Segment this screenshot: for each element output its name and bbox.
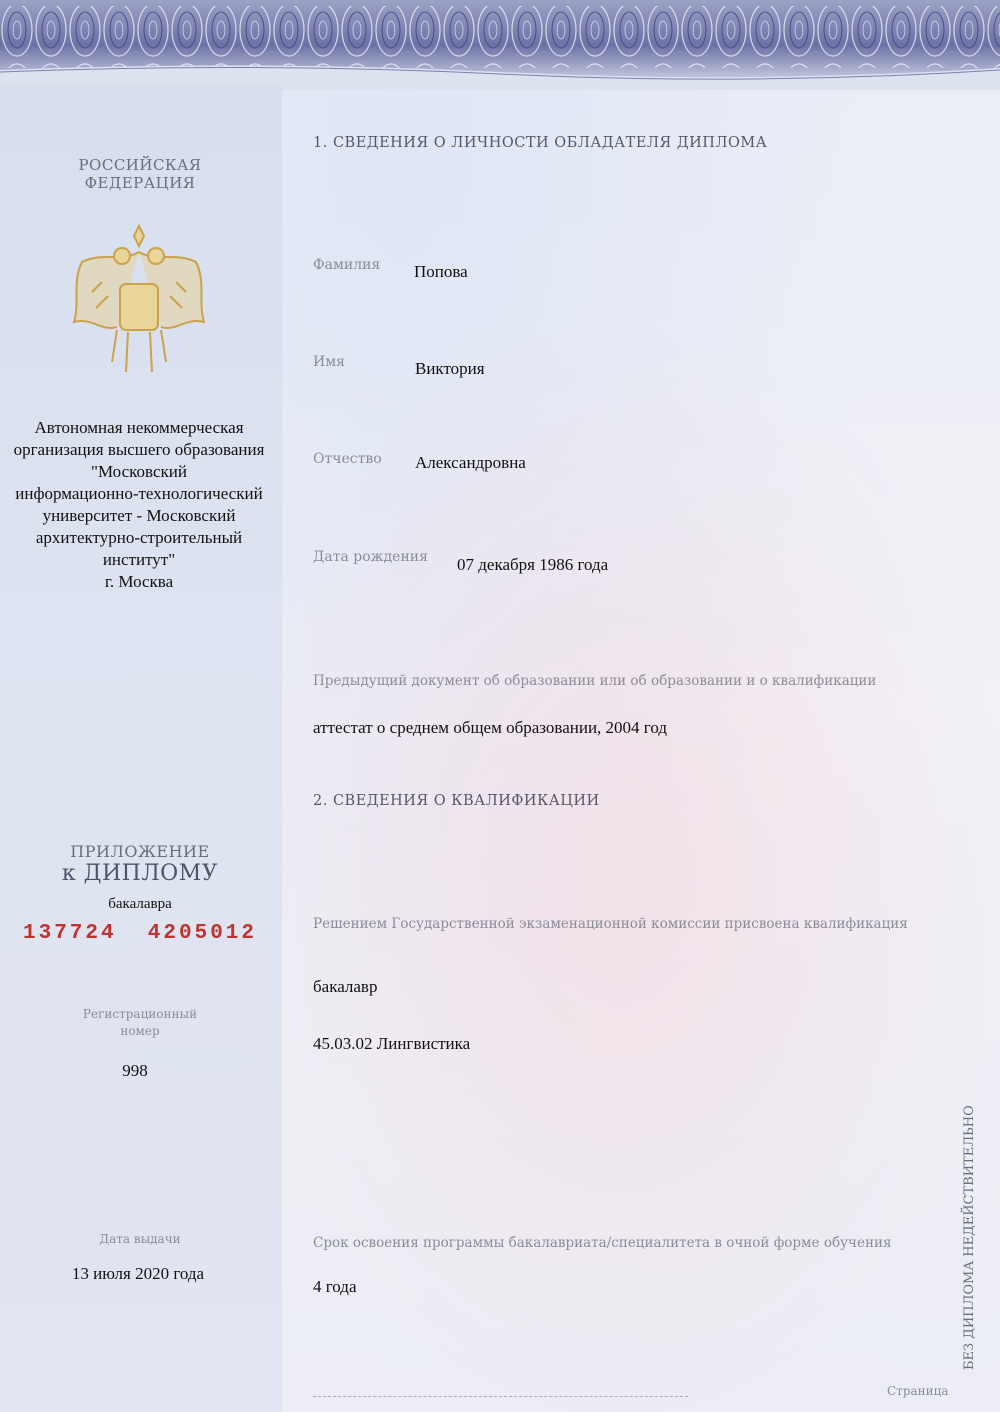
previous-document-label: Предыдущий документ об образовании или об образовании и о квалификации	[313, 673, 877, 689]
birth-date-label: Дата рождения	[313, 549, 428, 565]
specialty-value: 45.03.02 Лингвистика	[313, 1034, 471, 1053]
qualification-value: бакалавр	[313, 977, 378, 996]
org-line: архитектурно-строительный	[35, 528, 243, 547]
org-line: организация высшего образования	[13, 440, 265, 459]
qualification-label: Решением Государственной экзаменационной комиссии присвоена квалификация	[313, 916, 908, 932]
org-line: Автономная некоммерческая	[34, 418, 244, 437]
registration-label-line2: номер	[120, 1024, 160, 1038]
page-label: Страница	[887, 1384, 949, 1398]
coat-of-arms-emblem	[62, 222, 216, 386]
org-line: "Московский	[91, 462, 187, 481]
org-line: г. Москва	[104, 572, 174, 591]
org-line: институт"	[102, 550, 176, 569]
degree-label: бакалавра	[108, 896, 172, 912]
patronymic-label: Отчество	[313, 451, 382, 467]
patronymic-value: Александровна	[415, 453, 526, 472]
duration-label: Срок освоения программы бакалавриата/специалитета в очной форме обучения	[313, 1235, 892, 1251]
section1-title: 1. СВЕДЕНИЯ О ЛИЧНОСТИ ОБЛАДАТЕЛЯ ДИПЛОМА	[313, 135, 768, 151]
appendix-heading-line1: ПРИЛОЖЕНИЕ	[70, 842, 210, 861]
registration-label	[40, 1006, 240, 1040]
serial-number: 137724 4205012	[22, 922, 258, 945]
registration-number: 998	[122, 1061, 148, 1080]
guilloche-band	[0, 0, 1000, 90]
organization-name	[0, 417, 278, 593]
issue-date-label: Дата выдачи	[99, 1232, 181, 1246]
duration-value: 4 года	[313, 1277, 357, 1296]
country-line1: РОССИЙСКАЯ	[78, 156, 202, 174]
name-label: Имя	[313, 354, 345, 370]
country-line2: ФЕДЕРАЦИЯ	[84, 174, 196, 192]
vertical-validity-note: БЕЗ ДИПЛОМА НЕДЕЙСТВИТЕЛЬНО	[962, 1105, 977, 1370]
section2-title: 2. СВЕДЕНИЯ О КВАЛИФИКАЦИИ	[313, 793, 600, 809]
registration-label-line1: Регистрационный	[82, 1007, 198, 1021]
org-line: университет - Московский	[42, 506, 236, 525]
birth-date-value: 07 декабря 1986 года	[457, 555, 609, 574]
name-value: Виктория	[415, 359, 485, 378]
surname-label: Фамилия	[313, 257, 381, 273]
country-heading	[40, 156, 240, 192]
surname-value: Попова	[414, 262, 468, 281]
org-line: информационно-технологический	[15, 484, 263, 503]
signature-line	[313, 1396, 688, 1397]
previous-document-value: аттестат о среднем общем образовании, 2004 год	[313, 718, 668, 737]
issue-date: 13 июля 2020 года	[71, 1264, 205, 1283]
appendix-heading-line2: к ДИПЛОМУ	[61, 861, 219, 886]
